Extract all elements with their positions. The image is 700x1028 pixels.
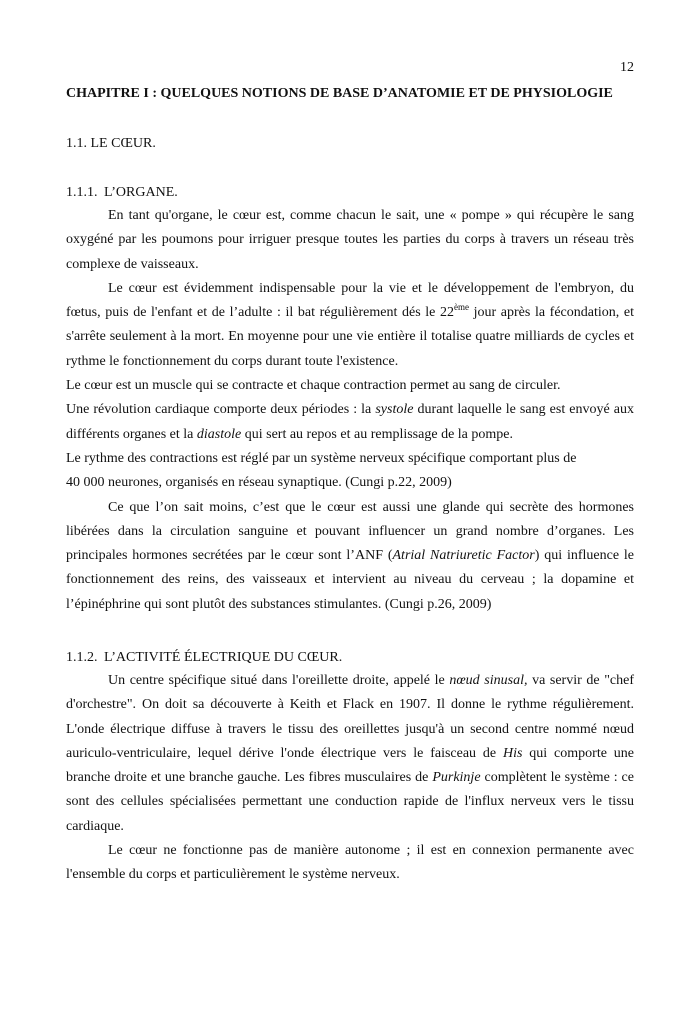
- paragraph: Ce que l’on sait moins, c’est que le cœur est aussi une glande qui secrète des hormones libérées dans la circulation sanguine et pouvant influencer un grand nombre d’organes. Les principales hormones secrétées par le cœur sont l’ANF (Atrial Natriuretic Factor) qui influence le fonctionnement des reins, des vaisseaux et intervient au niveau du cerveau ; la dopamine et l’épinéphrine qui sont plutôt des substances stimulantes. (Cungi p.26, 2009): [66, 499, 634, 612]
- emphasis: diastole: [196, 426, 242, 442]
- emphasis: His: [503, 745, 523, 761]
- paragraph: Un centre spécifique situé dans l'oreillette droite, appelé le nœud sinusal, va servir de "chef d'orchestre". On doit sa découverte à Keith et Flack en 1907. Il donne le rythme régulièrement. L'onde électrique diffuse à travers le tissu des oreillettes jusqu'à un second centre nommé nœud auriculo-ventriculaire, lequel dérive l'onde électrique vers le faisceau de His qui comporte une branche droite et une branche gauche. Les fibres musculaires de Purkinje complètent le système : ce sont des cellules spécialisées permettant une conduction rapide de l'influx nerveux vers le tissu cardiaque.: [66, 673, 635, 834]
- paragraph-line: 40 000 neurones, organisés en réseau synaptique. (Cungi p.22, 2009): [66, 475, 452, 491]
- paragraph: En tant qu'organe, le cœur est, comme chacun le sait, une « pompe » qui récupère le sang oxygéné par les poumons pour irriguer presque toutes les parties du corps à travers un réseau très complexe de vaisseaux.: [66, 208, 634, 272]
- superscript: ème: [454, 302, 469, 313]
- emphasis: systole: [375, 402, 414, 418]
- emphasis: nœud sinusal,: [449, 673, 528, 688]
- paragraph: Le cœur ne fonctionne pas de manière autonome ; il est en connexion permanente avec l'ensemble du corps et particulièrement le système nerveux.: [66, 843, 634, 883]
- subsection-body-organe: [66, 204, 634, 617]
- subsection-number: 1.1.2.: [66, 650, 98, 665]
- subsection-title: L’ORGANE.: [104, 185, 178, 200]
- section-heading: 1.1. LE CŒUR.: [66, 136, 156, 151]
- subsection-number: 1.1.1.: [66, 185, 98, 200]
- paragraph-line: Le rythme des contractions est réglé par un système nerveux spécifique comportant plus de: [66, 450, 577, 466]
- subsection-heading-activite: [66, 650, 342, 666]
- emphasis: Atrial Natriuretic Factor: [392, 548, 535, 564]
- paragraph: Le cœur est évidemment indispensable pour la vie et le développement de l'embryon, du fœtus, puis de l'enfant et de l’adulte : il bat régulièrement dés le 22ème jour après la fécondation, et s'arrête seulement à la mort. En moyenne pour une vie entière il totalise quatre milliards de cycles et rythme le fonctionnement du corps durant toute l'existence.: [66, 280, 634, 369]
- subsection-heading-organe: [66, 185, 178, 201]
- subsection-title: L’ACTIVITÉ ÉLECTRIQUE DU CŒUR.: [104, 650, 343, 665]
- paragraph: Une révolution cardiaque comporte deux périodes : la systole durant laquelle le sang est envoyé aux différents organes et la diastole qui sert au repos et au remplissage de la pompe.: [66, 402, 634, 442]
- paragraph: Le cœur est un muscle qui se contracte et chaque contraction permet au sang de circuler.: [66, 378, 561, 394]
- subsection-body-activite: [66, 669, 634, 888]
- emphasis: Purkinje: [432, 770, 481, 786]
- page-number: 12: [620, 60, 634, 75]
- chapter-title: CHAPITRE I : QUELQUES NOTIONS DE BASE D’ANATOMIE ET DE PHYSIOLOGIE: [66, 86, 613, 101]
